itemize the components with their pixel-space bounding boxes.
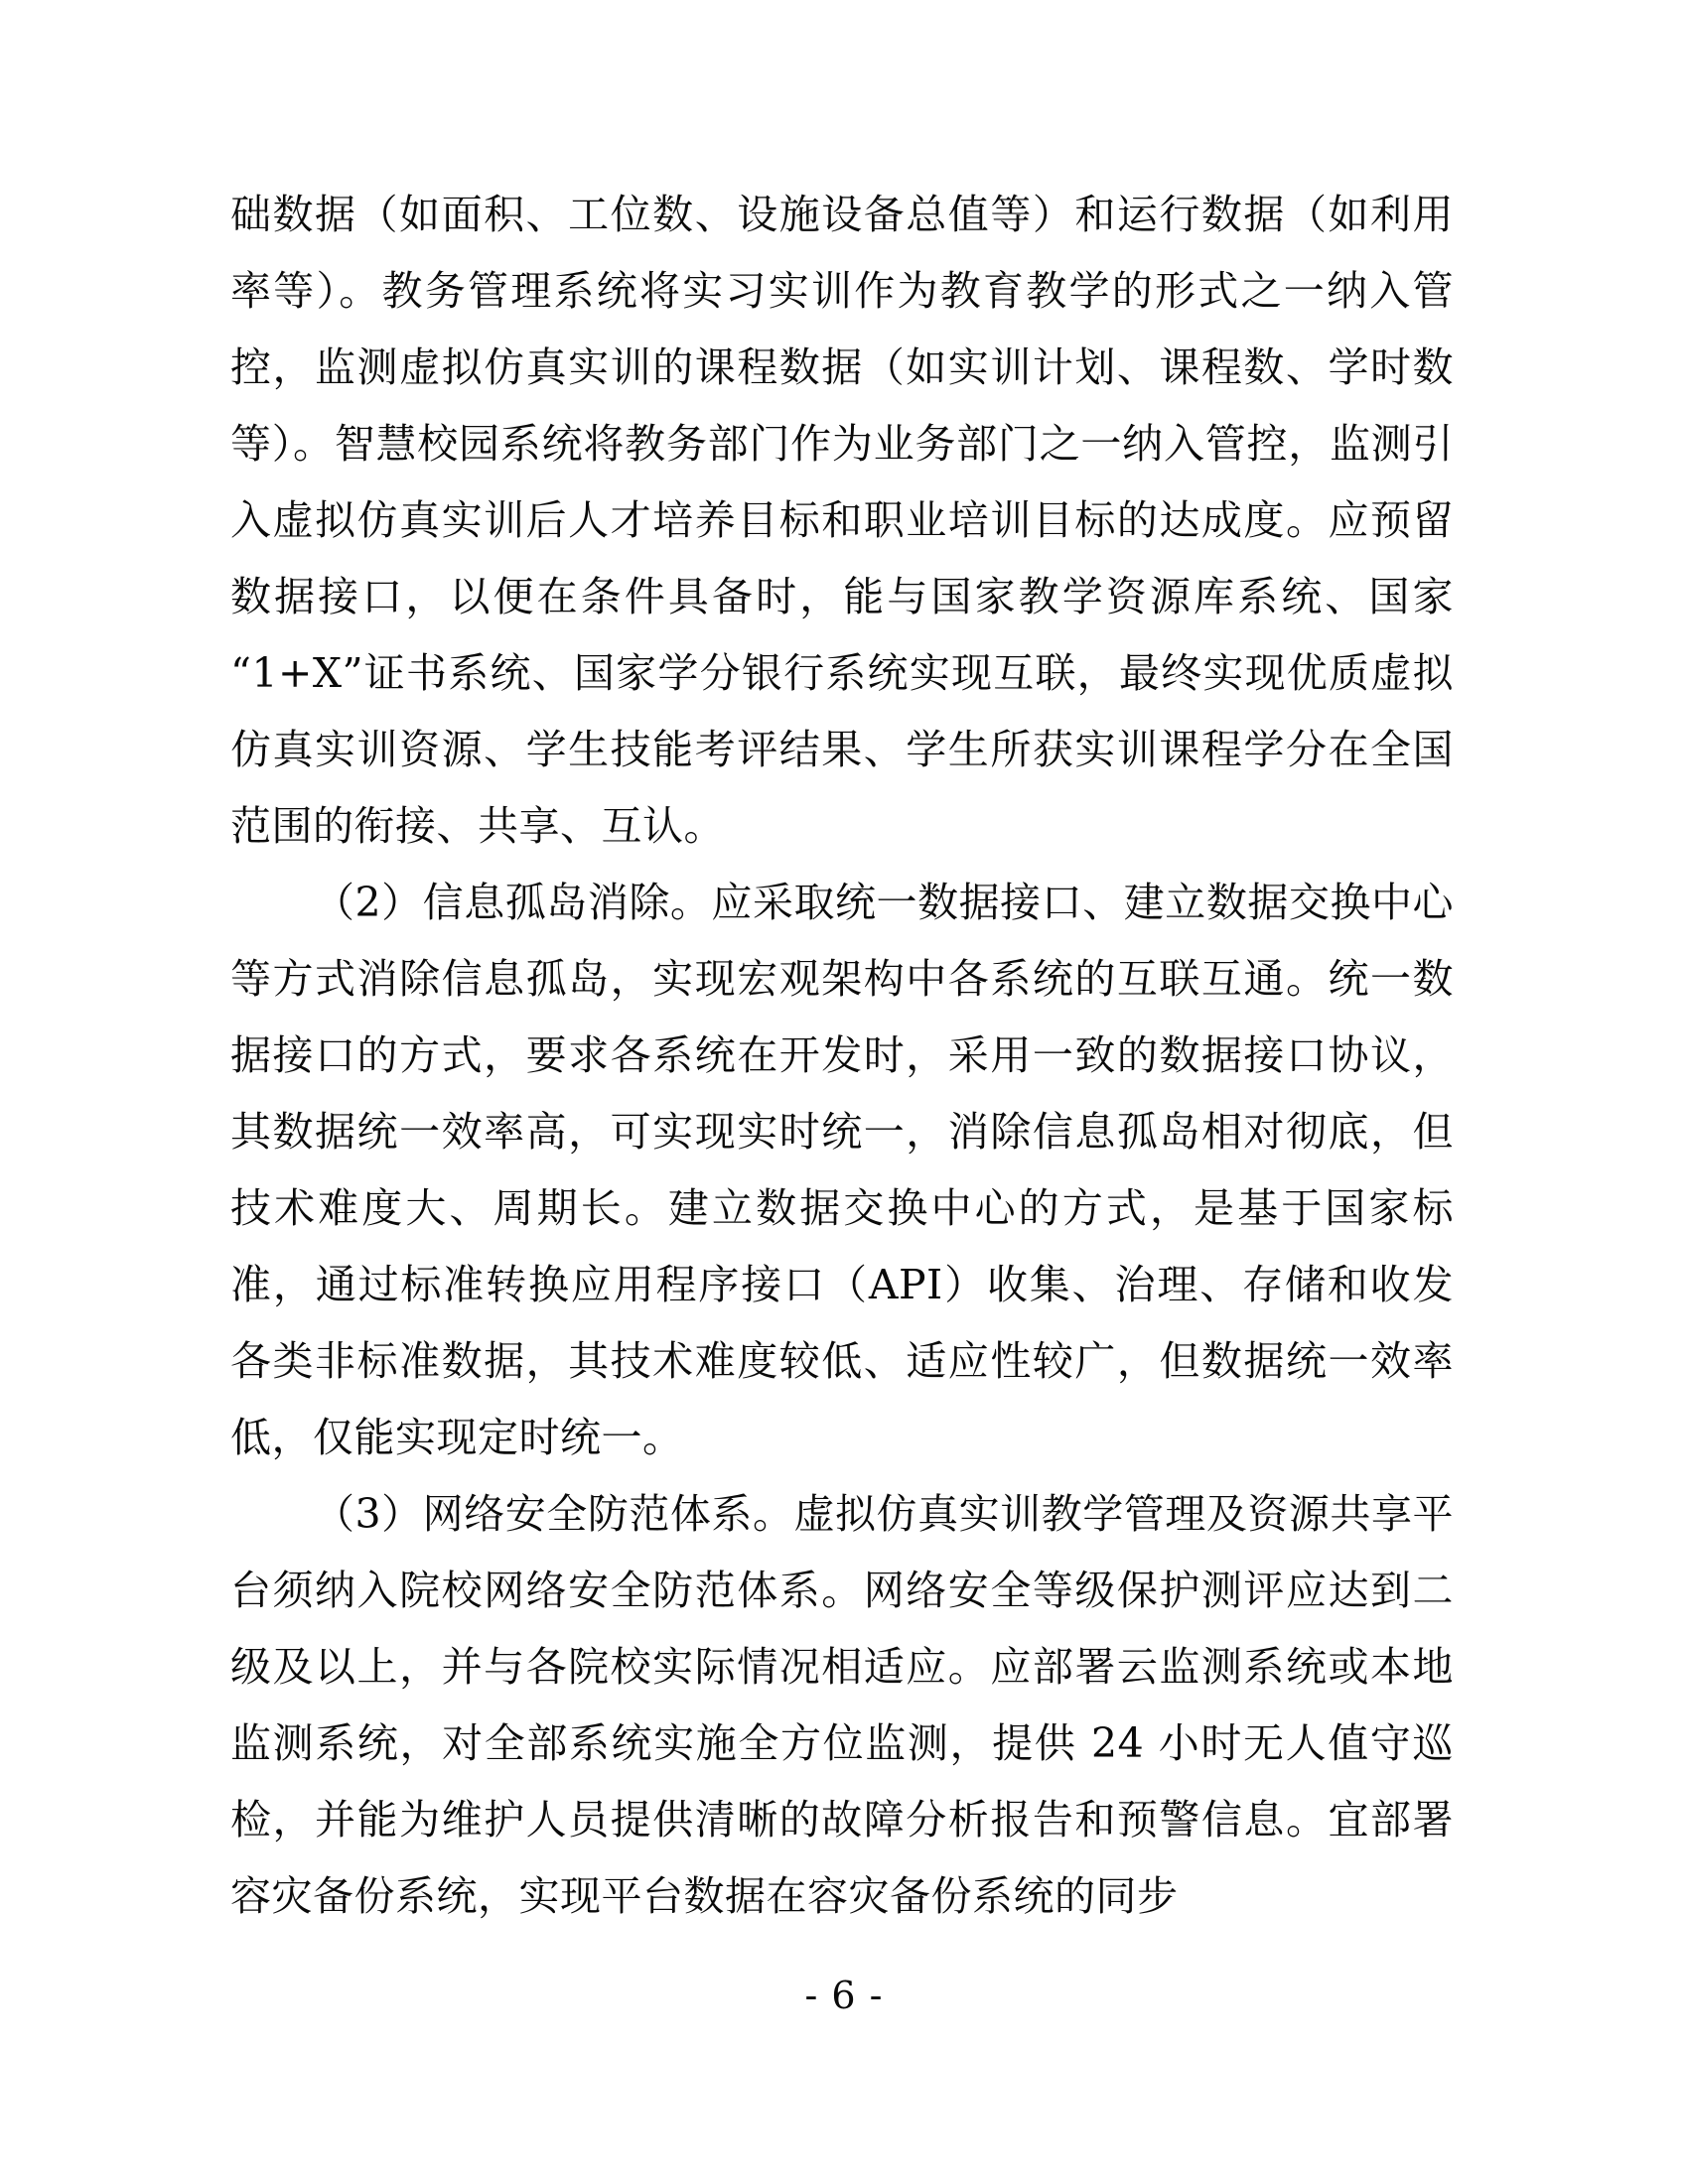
page-body (230, 177, 1454, 1935)
paragraph-continued: 础数据（如面积、工位数、设施设备总值等）和运行数据（如利用率等）。教务管理系统将实习实训作为教育教学的形式之一纳入管控，监测虚拟仿真实训的课程数据（如实训计划、课程数、学时数等）。智慧校园系统将教务部门作为业务部门之一纳入管控，监测引入虚拟仿真实训后人才培养目标和职业培训目标的达成度。应预留数据接口，以便在条件具备时，能与国家教学资源库系统、国家“1+X”证书系统、国家学分银行系统实现互联，最终实现优质虚拟仿真实训资源、学生技能考评结果、学生所获实训课程学分在全国范围的衔接、共享、互认。 (230, 191, 1454, 850)
paragraph-item-2: （2）信息孤岛消除。应采取统一数据接口、建立数据交换中心等方式消除信息孤岛，实现宏观架构中各系统的互联互通。统一数据接口的方式，要求各系统在开发时，采用一致的数据接口协议，其数据统一效率高，可实现实时统一，消除信息孤岛相对彻底，但技术难度大、周期长。建立数据交换中心的方式，是基于国家标准，通过标准转换应用程序接口（API）收集、治理、存储和收发各类非标准数据，其技术难度较低、适应性较广，但数据统一效率低，仅能实现定时统一。 (230, 879, 1454, 1461)
paragraph-item-3: （3）网络安全防范体系。虚拟仿真实训教学管理及资源共享平台须纳入院校网络安全防范体系。网络安全等级保护测评应达到二级及以上，并与各院校实际情况相适应。应部署云监测系统或本地监测系统，对全部系统实施全方位监测，提供 24 小时无人值守巡检，并能为维护人员提供清晰的故障分析报告和预警信息。宜部署容灾备份系统，实现平台数据在容灾备份系统的同步 (230, 1490, 1454, 1920)
page-number: - 6 - (804, 1974, 884, 2017)
